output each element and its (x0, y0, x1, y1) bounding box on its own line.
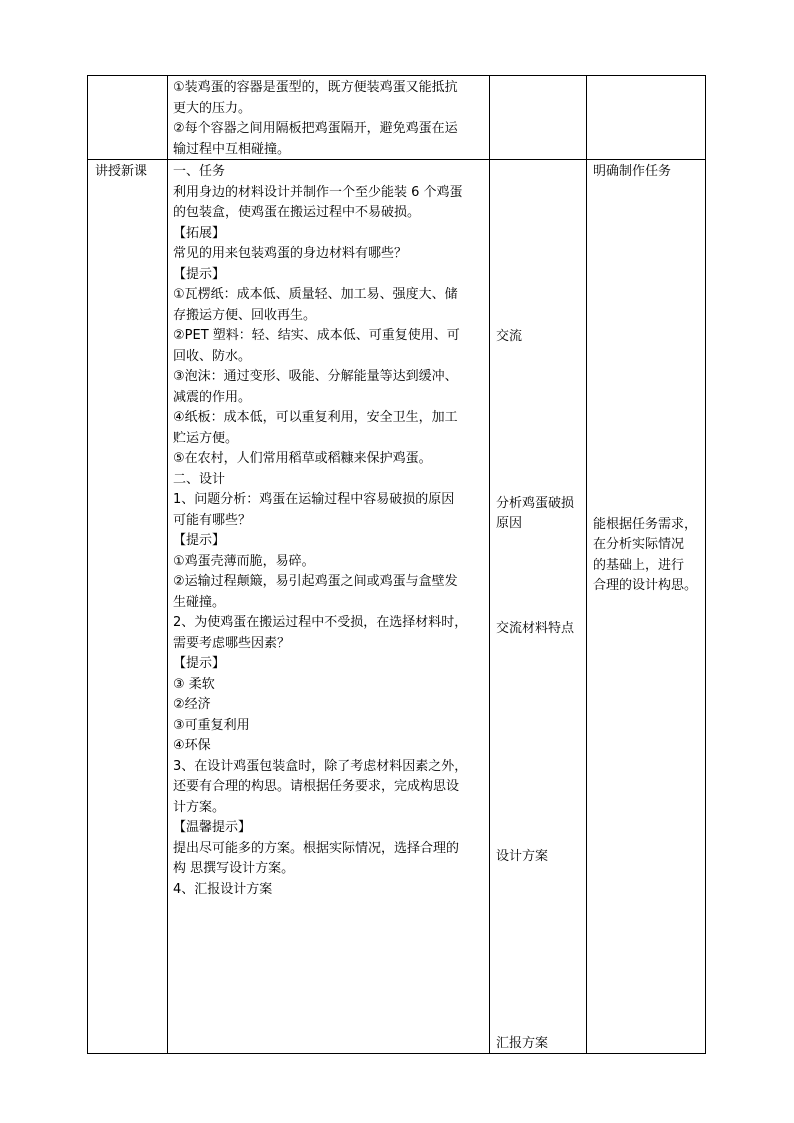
text-line: 减震的作用。 (173, 389, 252, 405)
text-line: ②每个容器之间用隔板把鸡蛋隔开，避免鸡蛋在运 (173, 121, 458, 136)
intent-design-line1: 能根据任务需求， (593, 517, 698, 532)
text-line: ②PET 塑料：轻、结实、成本低、可重复使用、可 (173, 328, 460, 343)
intent-task: 明确制作任务 (593, 164, 672, 179)
table-border-right (705, 75, 706, 1054)
text-line: 【提示】 (173, 266, 226, 282)
text-line: 提出尽可能多的方案。根据实际情况，选择合理的 (173, 840, 460, 856)
text-line: 【提示】 (173, 656, 226, 671)
column-divider-3 (586, 75, 587, 1054)
text-line: 3、在设计鸡蛋包装盒时，除了考虑材料因素之外， (173, 758, 468, 774)
text-line: 二、设计 (173, 471, 226, 487)
text-line: 存搬运方便、回收再生。 (173, 307, 317, 323)
text-line: 贮运方便。 (173, 430, 239, 446)
text-line: 【提示】 (173, 533, 226, 548)
column-divider-1 (167, 75, 168, 1054)
intent-design-line4: 合理的设计构思。 (593, 578, 698, 593)
text-line: 1、问题分析：鸡蛋在运输过程中容易破损的原因 (173, 492, 455, 507)
text-line: 【温馨提示】 (173, 820, 252, 835)
text-line: 2、为使鸡蛋在搬运过程中不受损，在选择材料时， (173, 615, 468, 630)
row1-content (173, 78, 486, 160)
text-line: ②运输过程颠簸，易引起鸡蛋之间或鸡蛋与盒壁发 (173, 574, 458, 589)
text-line: 还要有合理的构思。请根据任务要求，完成构思设 (173, 779, 460, 794)
table-border-left (87, 75, 88, 1054)
text-line: 需要考虑哪些因素？ (173, 635, 291, 651)
text-line: ①瓦楞纸：成本低、质量轻、加工易、强度大、储 (173, 287, 458, 302)
activity-materials: 交流材料特点 (496, 621, 575, 636)
activity-plan: 设计方案 (496, 849, 549, 864)
text-line: 一、任务 (173, 164, 226, 179)
row2-content (173, 162, 486, 900)
text-line: ④纸板：成本低，可以重复利用，安全卫生，加工 (173, 410, 458, 425)
text-line: 生碰撞。 (173, 594, 226, 610)
text-line: 利用身边的材料设计并制作一个至少能装 6 个鸡蛋 (173, 184, 463, 200)
text-line: ③泡沫：通过变形、吸能、分解能量等达到缓冲、 (173, 369, 458, 384)
intent-design-line2: 在分析实际情况 (593, 537, 685, 552)
text-line: ④环保 (173, 738, 211, 753)
text-line: ⑤在农村，人们常用稻草或稻糠来保护鸡蛋。 (173, 451, 432, 466)
text-line: 更大的压力。 (173, 100, 252, 116)
text-line: ③ 柔软 (173, 676, 215, 692)
stage-label: 讲授新课 (95, 164, 148, 179)
text-line: 的包装盒，使鸡蛋在搬运过程中不易破损。 (173, 205, 421, 220)
text-line: 输过程中互相碰撞。 (173, 141, 291, 157)
text-line: ①装鸡蛋的容器是蛋型的，既方便装鸡蛋又能抵抗 (173, 80, 458, 95)
text-line: 计方案。 (173, 799, 226, 815)
text-line: 4、汇报设计方案 (173, 881, 273, 897)
text-line: 可能有哪些？ (173, 512, 252, 528)
text-line: 【拓展】 (173, 225, 226, 241)
activity-analyze-line1: 分析鸡蛋破损 (496, 496, 575, 511)
text-line: 构 思撰写设计方案。 (173, 861, 295, 876)
activity-report: 汇报方案 (496, 1036, 549, 1051)
activity-analyze-line2: 原因 (496, 516, 523, 531)
table-border-bottom (87, 1053, 706, 1054)
column-divider-2 (489, 75, 490, 1054)
text-line: ①鸡蛋壳薄而脆，易碎。 (173, 553, 315, 569)
intent-design-line3: 的基础上，进行 (593, 558, 685, 573)
text-line: ③可重复利用 (173, 717, 250, 733)
table-border-top (87, 75, 706, 76)
activity-exchange: 交流 (496, 329, 523, 344)
text-line: 常见的用来包装鸡蛋的身边材料有哪些？ (173, 246, 408, 261)
text-line: 回收、防水。 (173, 348, 252, 364)
text-line: ②经济 (173, 697, 211, 712)
